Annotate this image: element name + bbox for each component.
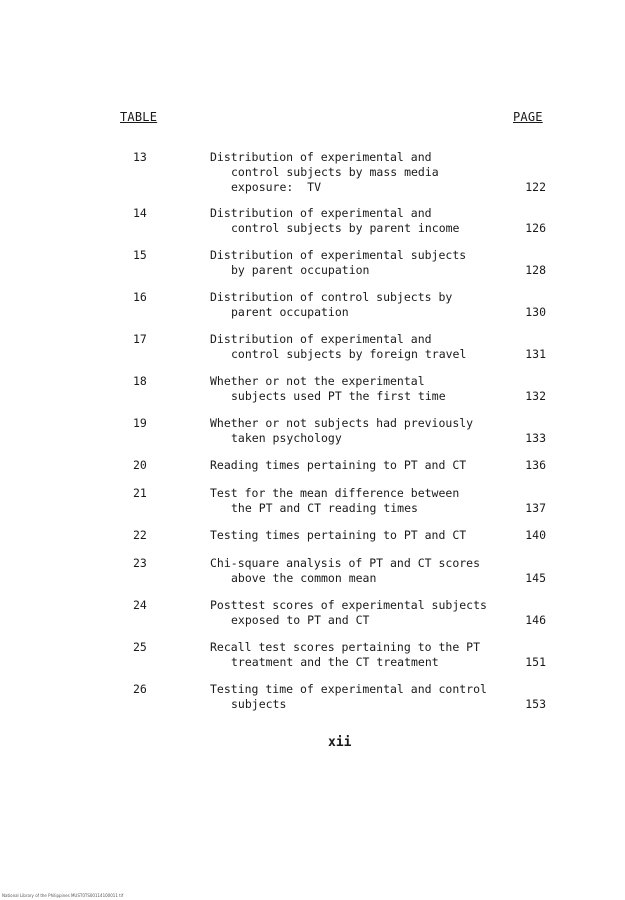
table-title	[210, 640, 510, 670]
table-title-line: the PT and CT reading times	[231, 501, 418, 515]
table-number: 13	[133, 150, 147, 164]
table-page-number: 131	[525, 347, 546, 361]
table-page-number: 136	[525, 458, 546, 472]
table-number: 21	[133, 486, 147, 500]
table-page-number: 146	[525, 613, 546, 627]
table-number: 18	[133, 374, 147, 388]
table-page-number: 153	[525, 697, 546, 711]
table-number: 17	[133, 332, 147, 346]
table-title	[210, 528, 510, 543]
table-title-line: Reading times pertaining to PT and CT	[210, 458, 467, 472]
table-number: 19	[133, 416, 147, 430]
table-page-number: 126	[525, 221, 546, 235]
table-title	[210, 458, 510, 473]
table-title-line: Distribution of control subjects by	[210, 290, 453, 304]
table-title-line: exposed to PT and CT	[231, 613, 370, 627]
table-title	[210, 416, 510, 446]
table-title	[210, 332, 510, 362]
table-page-number: 132	[525, 389, 546, 403]
table-title-line: above the common mean	[231, 571, 377, 585]
table-title-line: Whether or not the experimental	[210, 374, 425, 388]
table-number: 22	[133, 528, 147, 542]
table-title-line: exposure: TV	[231, 180, 322, 194]
table-title-line: Distribution of experimental and	[210, 206, 432, 220]
table-title-line: Test for the mean difference between	[210, 486, 460, 500]
table-column-header: TABLE	[120, 110, 158, 124]
table-title-line: control subjects by parent income	[231, 221, 460, 235]
table-title	[210, 206, 510, 236]
table-title-line: Testing times pertaining to PT and CT	[210, 528, 467, 542]
table-title-line: Distribution of experimental and	[210, 332, 432, 346]
table-title-line: Recall test scores pertaining to the PT	[210, 640, 481, 654]
table-title-line: control subjects by mass media	[231, 165, 439, 179]
table-number: 23	[133, 556, 147, 570]
page-number: xii	[328, 735, 352, 750]
table-title-line: subjects	[231, 697, 287, 711]
table-title-line: parent occupation	[231, 305, 349, 319]
table-number: 15	[133, 248, 147, 262]
table-page-number: 128	[525, 263, 546, 277]
table-title-line: Whether or not subjects had previously	[210, 416, 474, 430]
table-title	[210, 150, 510, 195]
table-page-number: 140	[525, 528, 546, 542]
table-title	[210, 682, 510, 712]
table-page-number: 145	[525, 571, 546, 585]
table-title-line: Distribution of experimental subjects	[210, 248, 467, 262]
table-page-number: 133	[525, 431, 546, 445]
table-number: 16	[133, 290, 147, 304]
table-number: 14	[133, 206, 147, 220]
table-title-line: control subjects by foreign travel	[231, 347, 467, 361]
table-title-line: Testing time of experimental and control	[210, 682, 487, 696]
table-title	[210, 556, 510, 586]
table-title-line: taken psychology	[231, 431, 342, 445]
table-number: 25	[133, 640, 147, 654]
table-title-line: Chi-square analysis of PT and CT scores	[210, 556, 481, 570]
table-title-line: subjects used PT the first time	[231, 389, 446, 403]
table-title	[210, 486, 510, 516]
table-number: 20	[133, 458, 147, 472]
table-title-line: treatment and the CT treatment	[231, 655, 439, 669]
page-column-header: PAGE	[513, 110, 543, 124]
table-title	[210, 598, 510, 628]
microfilm-note: National Library of the Philippines MUST0TS00114100011 tif	[2, 893, 124, 898]
table-number: 24	[133, 598, 147, 612]
table-title-line: by parent occupation	[231, 263, 370, 277]
table-page-number: 130	[525, 305, 546, 319]
table-page-number: 137	[525, 501, 546, 515]
table-title-line: Distribution of experimental and	[210, 150, 432, 164]
table-title	[210, 290, 510, 320]
table-title	[210, 374, 510, 404]
table-title	[210, 248, 510, 278]
table-title-line: Posttest scores of experimental subjects	[210, 598, 487, 612]
table-page-number: 122	[525, 180, 546, 194]
table-number: 26	[133, 682, 147, 696]
table-page-number: 151	[525, 655, 546, 669]
